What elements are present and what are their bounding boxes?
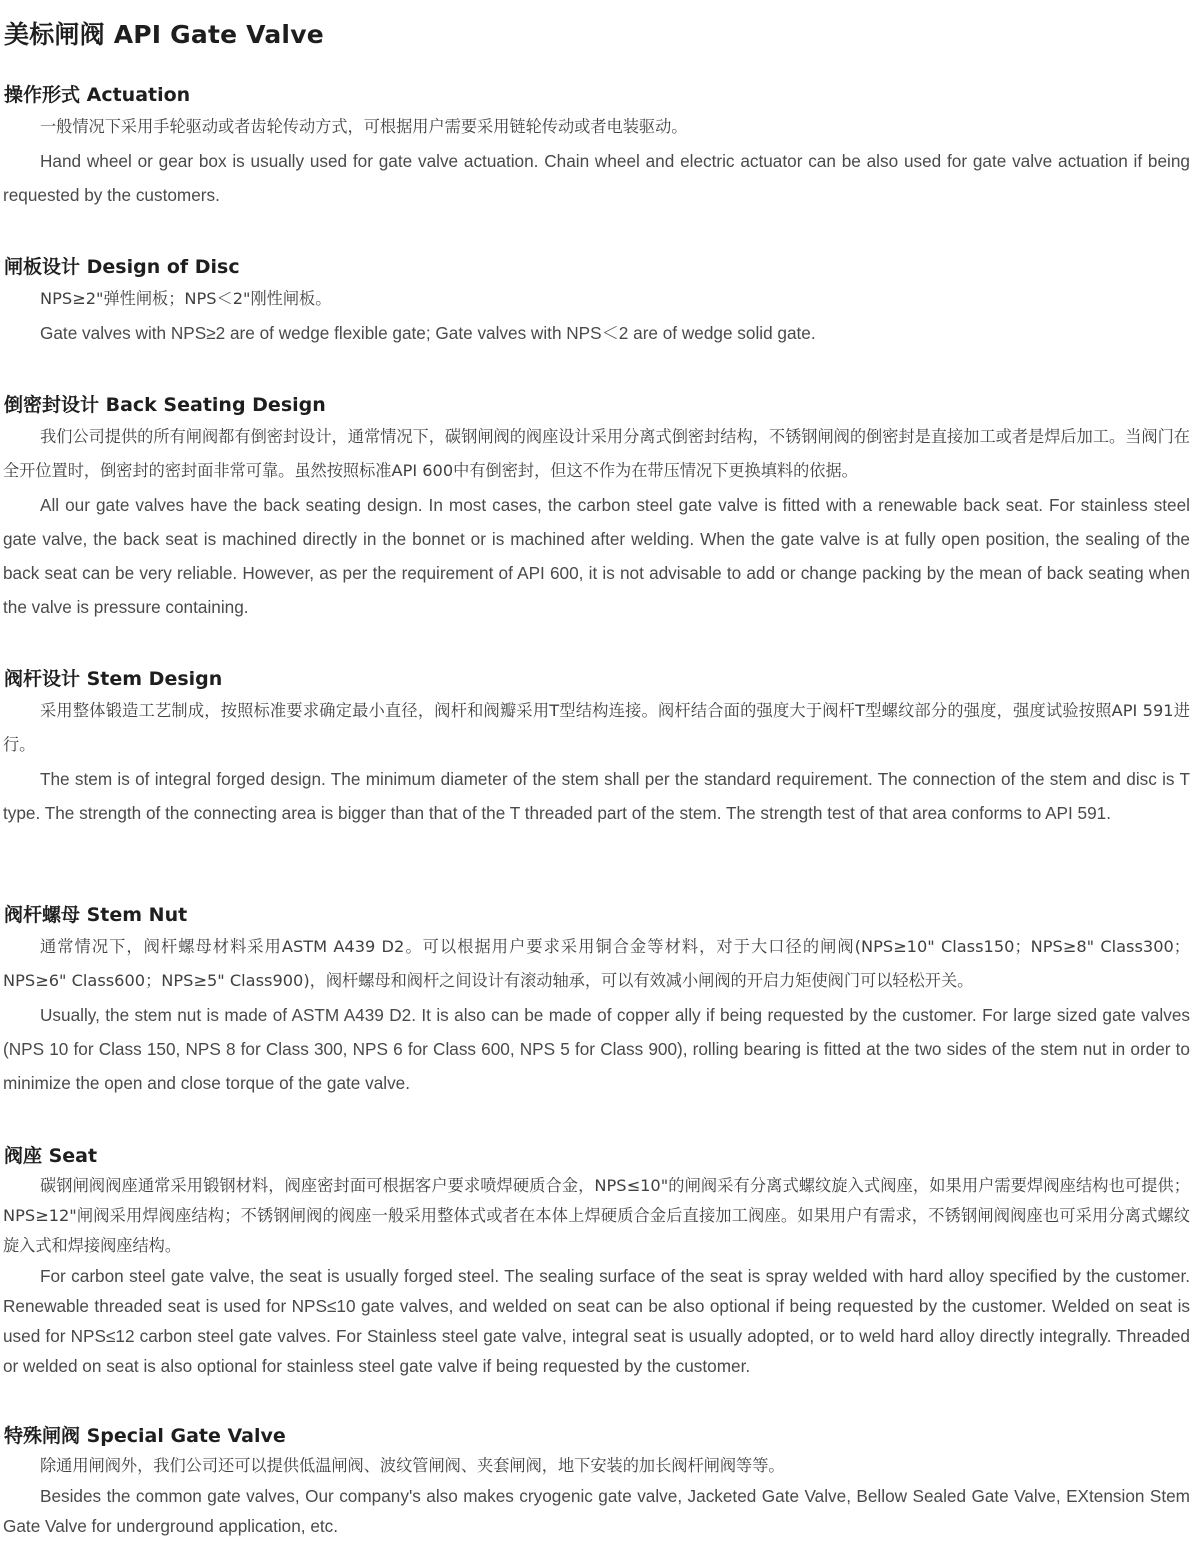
chinese-paragraph: 一般情况下采用手轮驱动或者齿轮传动方式，可根据用户需要采用链轮传动或者电装驱动。 [40,117,688,136]
section-heading: 倒密封设计 Back Seating Design [4,394,326,416]
section-heading: 阀座 Seat [4,1145,98,1167]
english-paragraph: Hand wheel or gear box is usually used for gate valve actuation. Chain wheel and electric actuator can be also used for gate valve actuation if being requested by the customers. [3,151,1190,205]
section-seat [0,1141,1200,1381]
section-design-of-disc [0,252,1200,350]
chinese-paragraph: 我们公司提供的所有闸阀都有倒密封设计，通常情况下，碳钢闸阀的阀座设计采用分离式倒密封结构，不锈钢闸阀的倒密封是直接加工或者是焊后加工。当阀门在全开位置时，倒密封的密封面非常可靠。虽然按照标准API 600中有倒密封，但这不作为在带压情况下更换填料的依据。 [3,427,1190,480]
chinese-paragraph: 碳钢闸阀阀座通常采用锻钢材料，阀座密封面可根据客户要求喷焊硬质合金，NPS≤10"的闸阀采有分离式螺纹旋入式阀座，如果用户需要焊阀座结构也可提供；NPS≥12"闸阀采用焊阀座结构；不锈钢闸阀的阀座一般采用整体式或者在本体上焊硬质合金后直接加工阀座。如果用户有需求，不锈钢闸阀阀座也可采用分离式螺纹旋入式和焊接阀座结构。 [3,1176,1190,1255]
chinese-paragraph: NPS≥2"弹性闸板；NPS＜2"刚性闸板。 [40,289,332,308]
english-paragraph: Usually, the stem nut is made of ASTM A439 D2. It is also can be made of copper ally if being requested by the customer. For large sized gate valves (NPS 10 for Class 150, NPS 8 for Class 300, NPS 6 for Class 600, NPS 5 for Class 900), rolling bearing is fitted at the two sides of the stem nut in order to minimize the open and close torque of the gate valve. [3,1005,1190,1093]
english-paragraph: All our gate valves have the back seating design. In most cases, the carbon steel gate valve is fitted with a renewable back seat. For stainless steel gate valve, the back seat is machined directly in the bonnet or is machined after welding. When the gate valve is at fully open position, the sealing of the back seat can be very reliable. However, as per the requirement of API 600, it is not advisable to add or change packing by the mean of back seating when the valve is pressure containing. [3,495,1190,617]
page-title: 美标闸阀 API Gate Valve [4,20,324,49]
section-heading: 阀杆螺母 Stem Nut [4,904,188,926]
section-heading: 闸板设计 Design of Disc [4,256,240,278]
section-actuation [0,80,1200,212]
english-paragraph: For carbon steel gate valve, the seat is usually forged steel. The sealing surface of the seat is spray welded with hard alloy specified by the customer. Renewable threaded seat is used for NPS≤10 gate valves, and welded on seat can be also optional if being requested by the customer. Welded on seat is used for NPS≤12 carbon steel gate valves. For Stainless steel gate valve, integral seat is usually adopted, or to weld hard alloy directly integrally. Threaded or welded on seat is also optional for stainless steel gate valve if being requested by the customer. [3,1266,1190,1376]
section-heading: 特殊闸阀 Special Gate Valve [4,1425,286,1447]
chinese-paragraph: 通常情况下，阀杆螺母材料采用ASTM A439 D2。可以根据用户要求采用铜合金等材料，对于大口径的闸阀(NPS≥10" Class150；NPS≥8" Class300；NPS≥6" Class600；NPS≥5" Class900)，阀杆螺母和阀杆之间设计有滚动轴承，可以有效减小闸阀的开启力矩使阀门可以轻松开关。 [3,937,1190,990]
english-paragraph: Gate valves with NPS≥2 are of wedge flexible gate; Gate valves with NPS＜2 are of wedge solid gate. [40,323,816,343]
english-paragraph: Besides the common gate valves, Our company's also makes cryogenic gate valve, Jacketed Gate Valve, Bellow Sealed Gate Valve, EXtension Stem Gate Valve for underground application, etc. [3,1486,1190,1536]
section-back-seating-design [0,390,1200,624]
section-special-gate-valve [0,1421,1200,1541]
chinese-paragraph: 除通用闸阀外，我们公司还可以提供低温闸阀、波纹管闸阀、夹套闸阀，地下安装的加长阀杆闸阀等等。 [40,1456,785,1475]
chinese-paragraph: 采用整体锻造工艺制成，按照标准要求确定最小直径，阀杆和阀瓣采用T型结构连接。阀杆结合面的强度大于阀杆T型螺纹部分的强度，强度试验按照API 591进行。 [3,701,1190,754]
section-heading: 阀杆设计 Stem Design [4,668,223,690]
section-stem-nut [0,900,1200,1100]
section-stem-design [0,664,1200,830]
section-heading: 操作形式 Actuation [4,84,191,106]
english-paragraph: The stem is of integral forged design. The minimum diameter of the stem shall per the standard requirement. The connection of the stem and disc is T type. The strength of the connecting area is bigger than that of the T threaded part of the stem. The strength test of that area conforms to API 591. [3,769,1190,823]
